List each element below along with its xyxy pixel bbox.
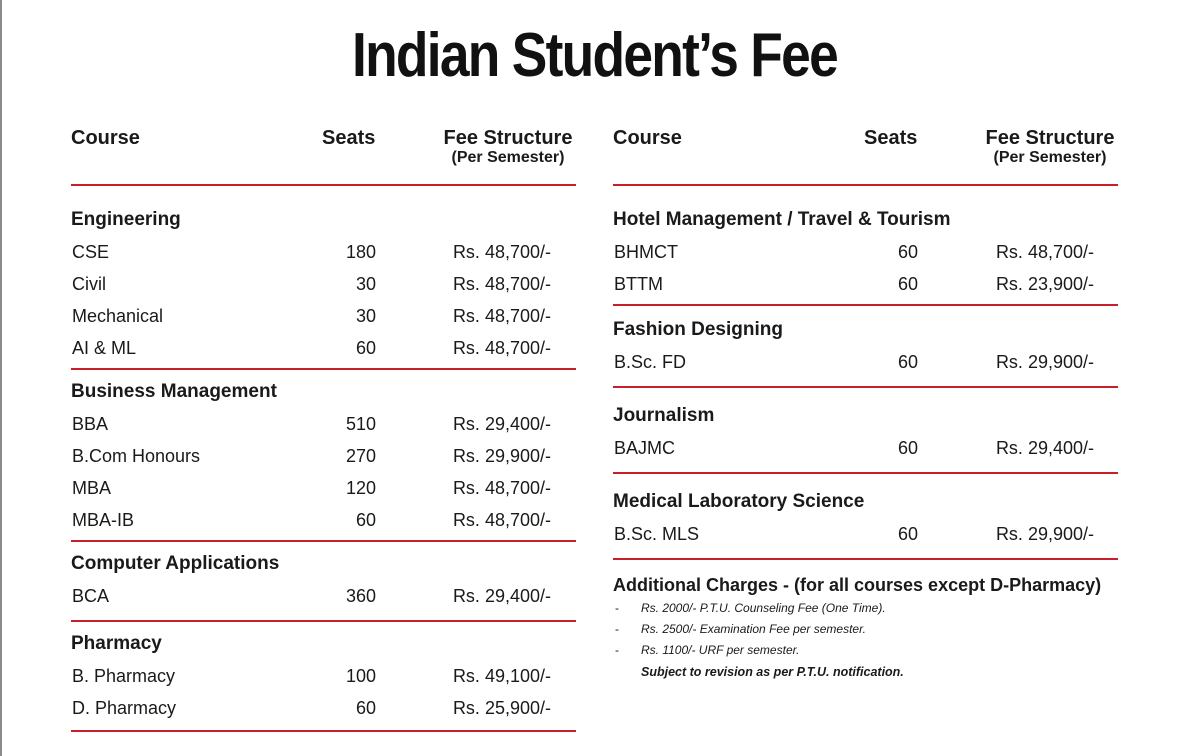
cell-seats: 60 [897, 242, 918, 262]
charge-item-text: Rs. 2500/- Examination Fee per semester. [641, 622, 866, 636]
cell-seats: 60 [897, 524, 918, 544]
cell-fee: Rs. 29,400/- [452, 414, 551, 434]
table-row [71, 300, 576, 332]
cell-fee: Rs. 48,700/- [452, 274, 551, 294]
header-course: Course [613, 127, 682, 149]
dash-bullet-icon: - [615, 601, 619, 615]
page-title: Indian Student’s Fee [351, 21, 838, 90]
section-title: Fashion Designing [613, 319, 783, 340]
charge-item [613, 619, 1133, 640]
cell-course: BBA [72, 414, 109, 434]
cell-seats: 120 [345, 478, 376, 498]
header-seats: Seats [864, 127, 918, 149]
cell-fee: Rs. 48,700/- [452, 306, 551, 326]
section-title: Medical Laboratory Science [613, 491, 865, 512]
table-row [71, 504, 576, 536]
table-row [71, 660, 576, 692]
cell-fee: Rs. 48,700/- [995, 242, 1094, 262]
charge-item [613, 598, 1133, 619]
cell-fee: Rs. 48,700/- [452, 478, 551, 498]
cell-seats: 60 [355, 698, 376, 718]
cell-course: Civil [72, 274, 106, 294]
table-row [613, 518, 1118, 550]
cell-course: MBA-IB [72, 510, 135, 530]
table-row [71, 692, 576, 724]
cell-seats: 30 [355, 306, 376, 326]
table-header [613, 124, 1118, 186]
table-row [71, 472, 576, 504]
cell-seats: 60 [897, 352, 918, 372]
cell-fee: Rs. 48,700/- [452, 510, 551, 530]
dash-bullet-icon: - [615, 622, 619, 636]
cell-fee: Rs. 29,900/- [995, 524, 1094, 544]
table-header [71, 124, 576, 186]
cell-seats: 60 [355, 338, 376, 358]
header-course: Course [71, 127, 140, 149]
dash-bullet-icon: - [615, 643, 619, 657]
cell-seats: 60 [355, 510, 376, 530]
cell-fee: Rs. 23,900/- [995, 274, 1094, 294]
course-section [71, 542, 576, 622]
cell-course: BCA [72, 586, 110, 606]
header-fee [983, 127, 1117, 166]
charge-item-text: Rs. 1100/- URF per semester. [641, 643, 800, 657]
page-left-border [0, 0, 2, 756]
table-row [71, 332, 576, 364]
fee-table-right [613, 124, 1118, 560]
section-title: Engineering [71, 209, 181, 230]
course-section [613, 474, 1118, 560]
cell-seats: 60 [897, 274, 918, 294]
cell-course: B.Com Honours [72, 446, 201, 466]
cell-course: B. Pharmacy [72, 666, 176, 686]
table-row [613, 346, 1118, 378]
course-section [613, 186, 1118, 306]
header-fee [441, 127, 575, 166]
cell-course: MBA [72, 478, 112, 498]
cell-seats: 510 [345, 414, 376, 434]
cell-course: B.Sc. FD [614, 352, 687, 372]
header-fee-sub: (Per Semester) [993, 149, 1107, 166]
cell-fee: Rs. 29,900/- [995, 352, 1094, 372]
header-seats: Seats [322, 127, 376, 149]
cell-fee: Rs. 48,700/- [452, 338, 551, 358]
cell-fee: Rs. 48,700/- [452, 242, 551, 262]
cell-seats: 180 [345, 242, 376, 262]
section-title: Journalism [613, 405, 715, 426]
additional-charges-title: Additional Charges - (for all courses except D-Pharmacy) [613, 575, 1102, 595]
course-section [613, 306, 1118, 388]
charge-item [613, 640, 1133, 661]
right-sections [613, 186, 1118, 560]
cell-fee: Rs. 29,400/- [995, 438, 1094, 458]
course-section [71, 622, 576, 732]
course-section [613, 388, 1118, 474]
table-row [71, 408, 576, 440]
cell-fee: Rs. 49,100/- [452, 666, 551, 686]
section-title: Pharmacy [71, 633, 162, 654]
header-fee-label: Fee Structure [443, 127, 573, 149]
additional-charges [613, 572, 1133, 683]
course-section [71, 186, 576, 370]
section-title: Business Management [71, 381, 277, 402]
cell-seats: 100 [345, 666, 376, 686]
cell-course: CSE [72, 242, 110, 262]
table-row [71, 440, 576, 472]
cell-course: B.Sc. MLS [614, 524, 700, 544]
table-row [71, 580, 576, 612]
cell-fee: Rs. 29,900/- [452, 446, 551, 466]
cell-course: D. Pharmacy [72, 698, 177, 718]
cell-seats: 270 [345, 446, 376, 466]
cell-course: BAJMC [614, 438, 676, 458]
charge-item-text: Rs. 2000/- P.T.U. Counseling Fee (One Time). [641, 601, 886, 615]
table-row [613, 432, 1118, 464]
section-title: Hotel Management / Travel & Tourism [613, 209, 951, 230]
table-row [71, 236, 576, 268]
cell-course: BTTM [614, 274, 663, 294]
table-row [71, 268, 576, 300]
section-divider [613, 558, 1118, 560]
cell-fee: Rs. 29,400/- [452, 586, 551, 606]
table-row [613, 236, 1118, 268]
cell-course: AI & ML [72, 338, 137, 358]
cell-course: BHMCT [614, 242, 678, 262]
course-section [71, 370, 576, 542]
fee-table-left [71, 124, 576, 732]
section-divider [71, 730, 576, 732]
cell-seats: 30 [355, 274, 376, 294]
section-title: Computer Applications [71, 553, 280, 574]
cell-fee: Rs. 25,900/- [452, 698, 551, 718]
table-row [613, 268, 1118, 300]
cell-course: Mechanical [72, 306, 164, 326]
header-fee-label: Fee Structure [985, 127, 1115, 149]
cell-seats: 60 [897, 438, 918, 458]
left-sections [71, 186, 576, 732]
header-fee-sub: (Per Semester) [451, 149, 565, 166]
cell-seats: 360 [345, 586, 376, 606]
revision-note: Subject to revision as per P.T.U. notification. [641, 665, 904, 679]
